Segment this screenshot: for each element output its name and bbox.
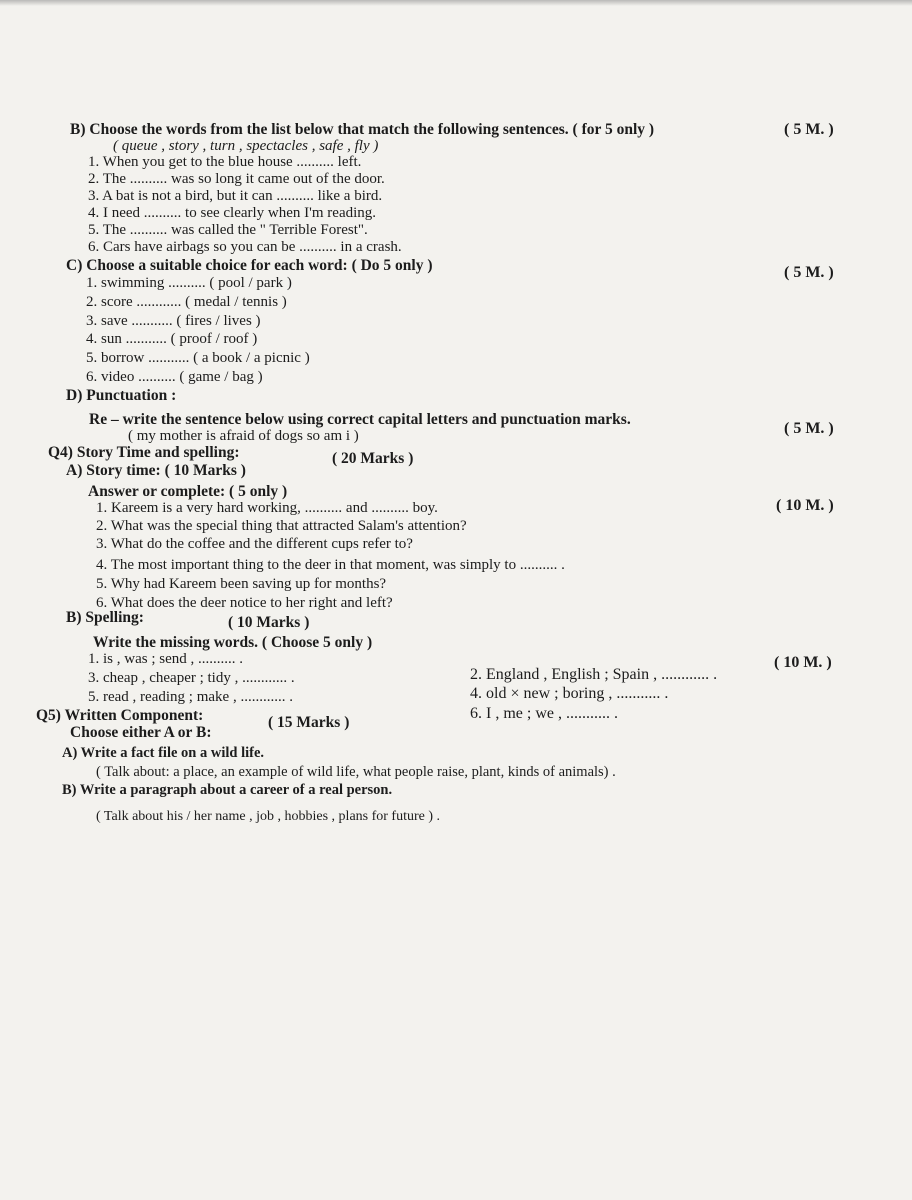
section-b-marks: ( 5 M. ) <box>784 121 834 138</box>
section-b-item: 5. The .......... was called the " Terrible Forest". <box>88 222 368 238</box>
q4-b-marks: ( 10 M. ) <box>774 654 832 671</box>
q5-marks: ( 15 Marks ) <box>268 714 350 731</box>
q4-b-right-item: 4. old × new ; boring , ........... . <box>470 685 669 702</box>
q5-heading: Q5) Written Component: <box>36 707 204 724</box>
section-c-item: 3. save ........... ( fires / lives ) <box>86 313 261 329</box>
q4-b-right-item: 2. England , English ; Spain , ............ . <box>470 666 718 683</box>
q4-a-item: 5. Why had Kareem been saving up for months? <box>96 576 387 592</box>
section-c-item: 1. swimming .......... ( pool / park ) <box>86 275 292 291</box>
section-c-marks: ( 5 M. ) <box>784 264 834 281</box>
section-d-instruction: Re – write the sentence below using correct capital letters and punctuation marks. <box>89 411 631 428</box>
section-c-item: 4. sun ........... ( proof / roof ) <box>86 331 258 347</box>
section-b-wordlist: ( queue , story , turn , spectacles , safe , fly ) <box>113 138 379 154</box>
q4-b-left-item: 5. read , reading ; make , ............ . <box>88 689 293 705</box>
q4-total-marks: ( 20 Marks ) <box>332 450 414 467</box>
q4-b-heading: B) Spelling: <box>66 609 144 626</box>
q4-b-left-item: 1. is , was ; send , .......... . <box>88 651 243 667</box>
q4-a-item: 1. Kareem is a very hard working, .......... and .......... boy. <box>96 500 438 516</box>
section-b-item: 6. Cars have airbags so you can be .......... in a crash. <box>88 239 402 255</box>
section-d-sentence: ( my mother is afraid of dogs so am i ) <box>128 428 359 444</box>
section-c-heading: C) Choose a suitable choice for each word: ( Do 5 only ) <box>66 257 433 274</box>
section-b-item: 3. A bat is not a bird, but it can .......... like a bird. <box>88 188 383 204</box>
section-d-heading: D) Punctuation : <box>66 387 177 404</box>
q4-a-heading: A) Story time: ( 10 Marks ) <box>66 462 246 479</box>
section-c-item: 5. borrow ........... ( a book / a picnic ) <box>86 350 310 366</box>
q4-b-right-item: 6. I , me ; we , ........... . <box>470 705 618 722</box>
q4-a-item: 4. The most important thing to the deer in that moment, was simply to .......... . <box>96 557 565 573</box>
q4-heading: Q4) Story Time and spelling: <box>48 444 240 461</box>
q4-b-instruction: Write the missing words. ( Choose 5 only ) <box>93 634 373 651</box>
q5-b-heading: B) Write a paragraph about a career of a real person. <box>62 782 393 798</box>
section-b-item: 1. When you get to the blue house .......... left. <box>88 154 362 170</box>
q4-b-marks-label: ( 10 Marks ) <box>228 614 310 631</box>
section-b-heading: B) Choose the words from the list below that match the following sentences. ( for 5 only ) <box>70 121 655 138</box>
q5-b-detail: ( Talk about his / her name , job , hobbies , plans for future ) . <box>96 809 441 824</box>
q4-a-item: 2. What was the special thing that attracted Salam's attention? <box>96 518 467 534</box>
q5-a-heading: A) Write a fact file on a wild life. <box>62 745 265 761</box>
scan-edge-shadow <box>0 0 912 6</box>
section-c-item: 6. video .......... ( game / bag ) <box>86 369 263 385</box>
section-b-item: 4. I need .......... to see clearly when I'm reading. <box>88 205 377 221</box>
q5-choose: Choose either A or B: <box>70 724 212 741</box>
q4-a-instruction: Answer or complete: ( 5 only ) <box>88 483 288 500</box>
q4-b-left-item: 3. cheap , cheaper ; tidy , ............ . <box>88 670 295 686</box>
section-c-item: 2. score ............ ( medal / tennis ) <box>86 294 287 310</box>
q4-a-item: 6. What does the deer notice to her right and left? <box>96 595 393 611</box>
section-d-marks: ( 5 M. ) <box>784 420 834 437</box>
q4-a-marks: ( 10 M. ) <box>776 497 834 514</box>
section-b-item: 2. The .......... was so long it came out of the door. <box>88 171 385 187</box>
q5-a-detail: ( Talk about: a place, an example of wild life, what people raise, plant, kinds of animals) . <box>96 764 616 780</box>
q4-a-item: 3. What do the coffee and the different cups refer to? <box>96 536 413 552</box>
